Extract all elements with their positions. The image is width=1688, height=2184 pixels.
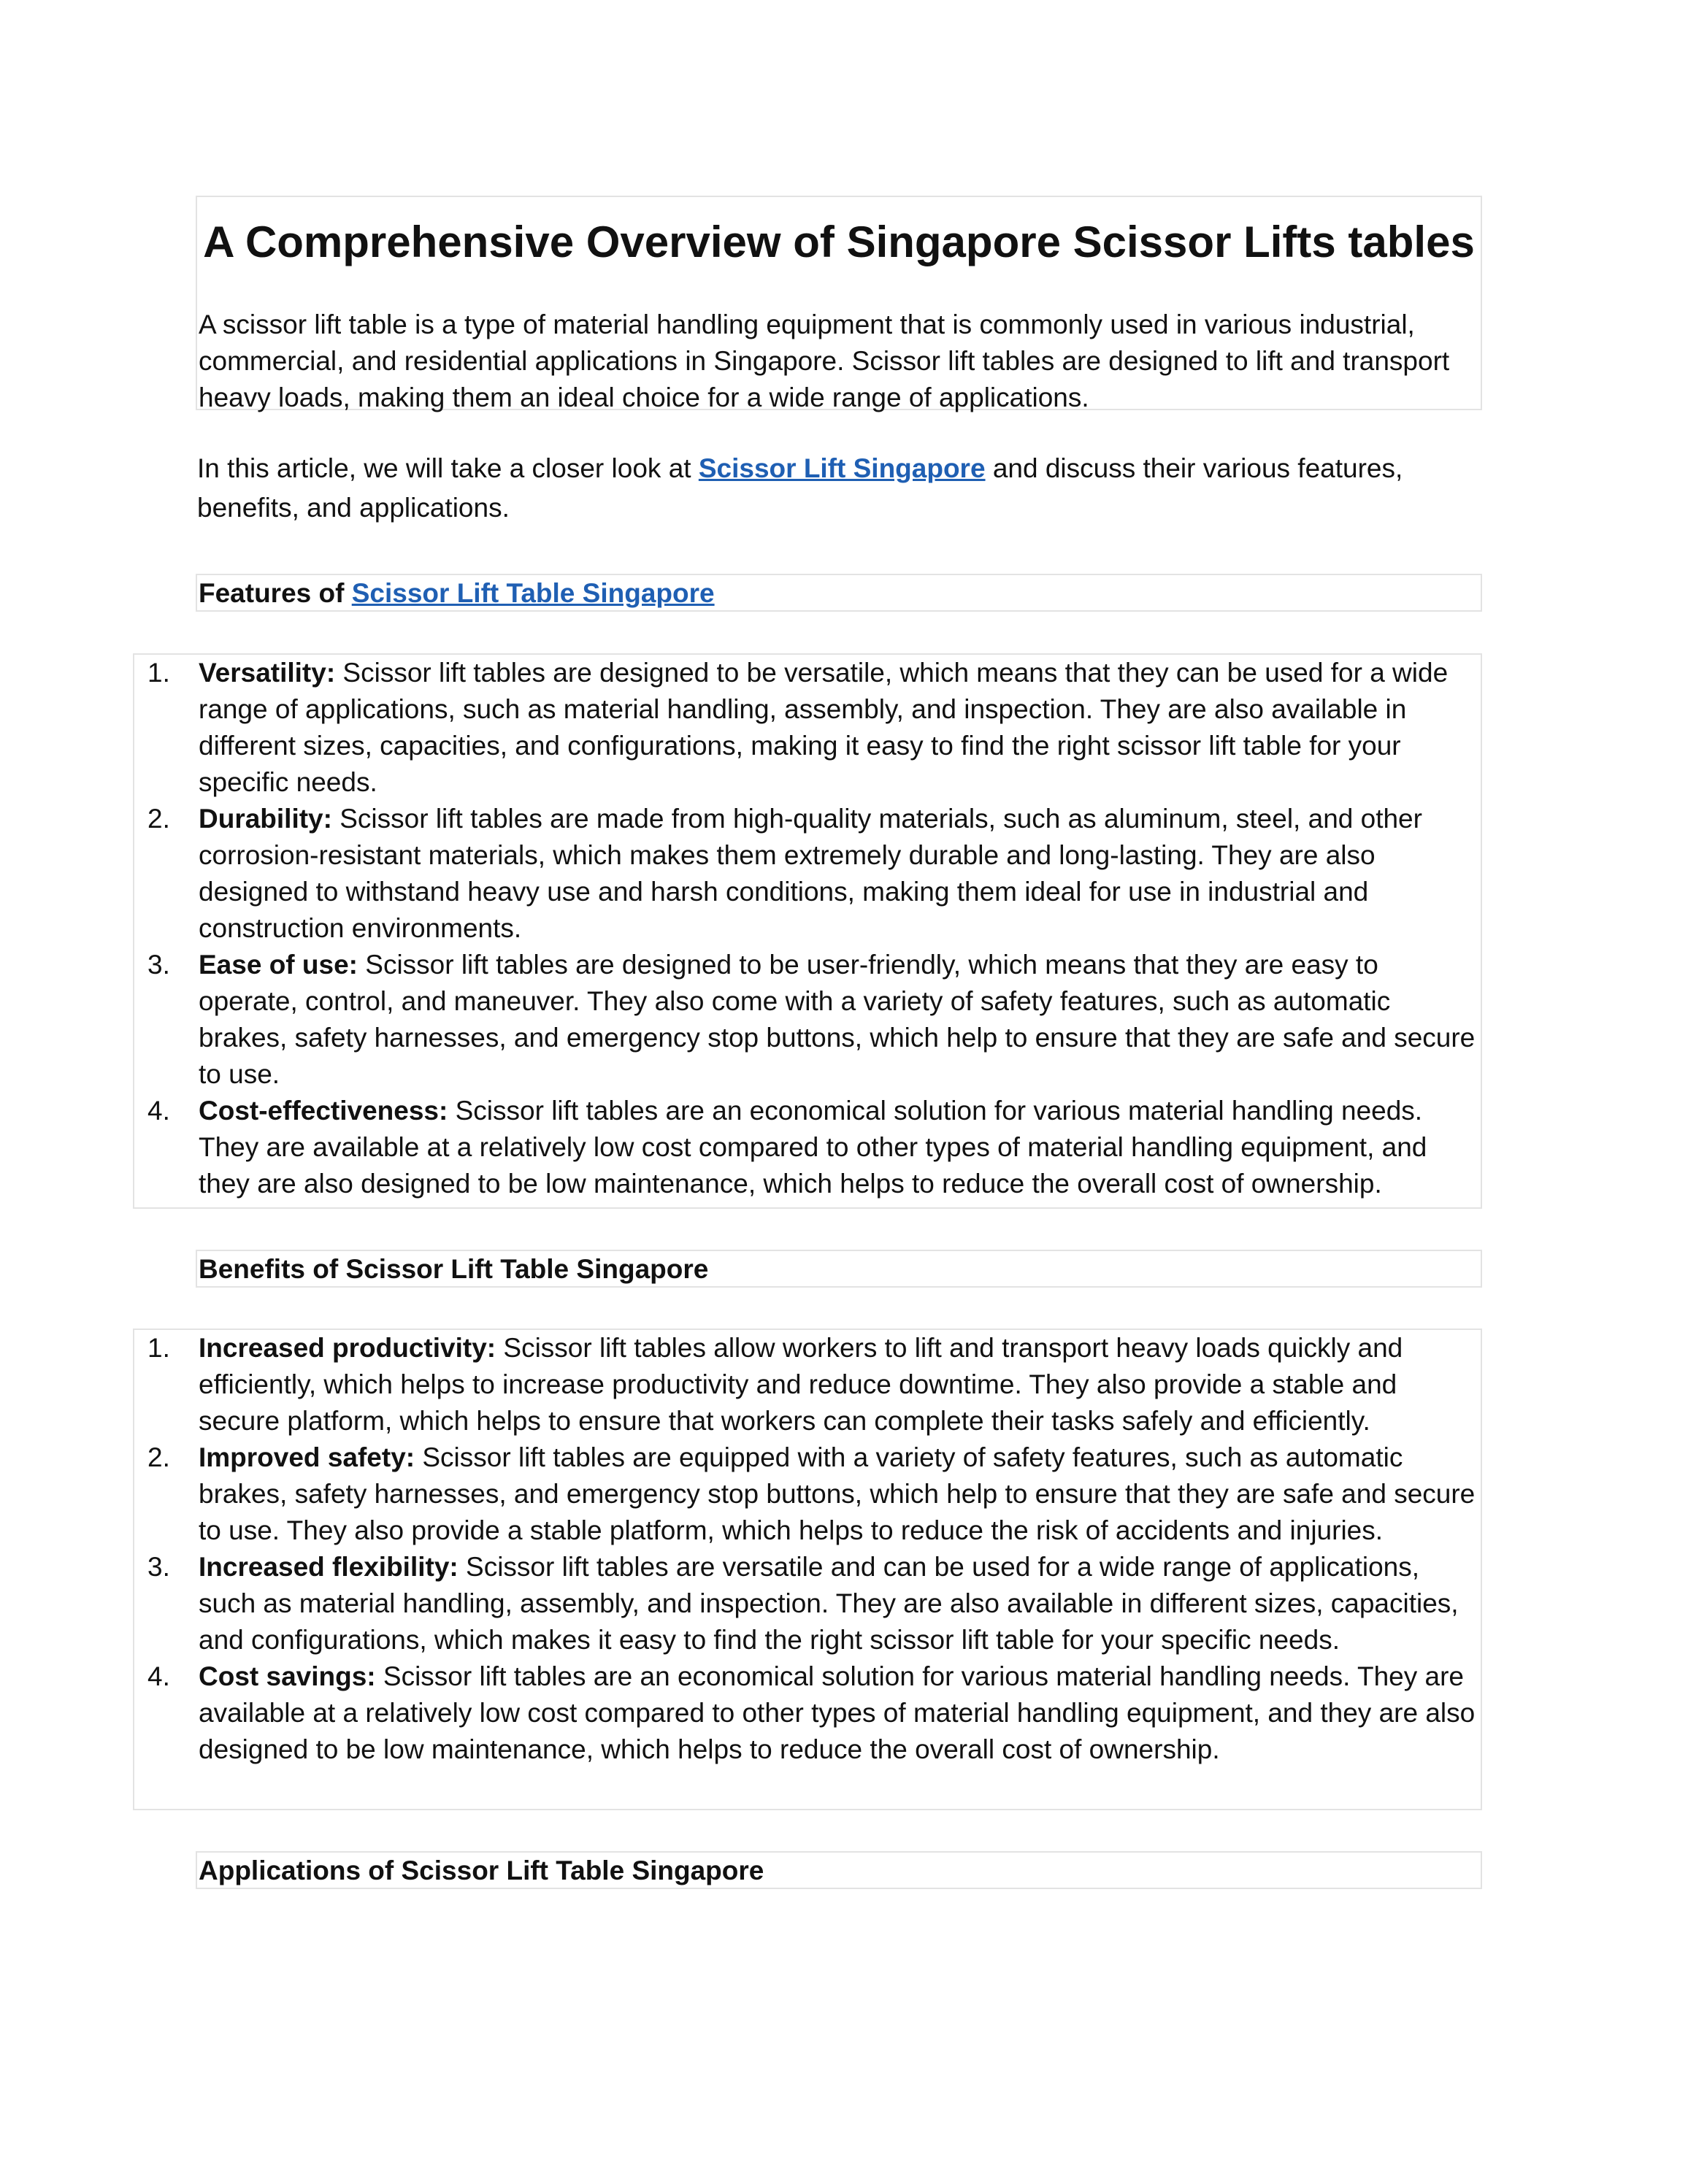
list-item-text: Scissor lift tables are designed to be user-friendly, which means that they are easy to operate, control, and maneuver. They also come with a variety of safety features, such as automatic brakes, safety harnesses, and emergency stop buttons, which help to ensure that they are safe and secure to use. (199, 950, 1476, 1089)
list-item (134, 1658, 1481, 1768)
list-item-label: Increased flexibility: (199, 1552, 459, 1582)
article-paragraph (197, 449, 1484, 528)
scissor-lift-table-singapore-link[interactable]: Scissor Lift Table Singapore (351, 578, 715, 608)
list-item-label: Ease of use: (199, 950, 358, 980)
document-title: A Comprehensive Overview of Singapore Scissor Lifts tables (203, 218, 1475, 266)
features-heading-prefix: Features of (199, 578, 352, 608)
list-item-text: Scissor lift tables are designed to be versatile, which means that they can be used for a wide range of applications, such as material handling, assembly, and inspection. They are also available in different sizes, capacities, and configurations, making it easy to find the right scissor lift table for your specific needs. (199, 658, 1449, 797)
list-item-label: Versatility: (199, 658, 336, 688)
article-text-before: In this article, we will take a closer look at (197, 453, 699, 483)
list-number: 2. (147, 804, 170, 834)
features-list (134, 655, 1481, 1202)
features-heading (196, 574, 1482, 612)
list-item (134, 1439, 1481, 1549)
list-item-label: Cost savings: (199, 1661, 376, 1691)
list-item-label: Durability: (199, 804, 332, 834)
list-item-text: Scissor lift tables allow workers to lift and transport heavy loads quickly and efficiently, which helps to increase productivity and reduce downtime. They also provide a stable and secure platform, which helps to ensure that workers can complete their tasks safely and efficiently. (199, 1333, 1403, 1436)
list-item-text: Scissor lift tables are made from high-quality materials, such as aluminum, steel, and other corrosion-resistant materials, which makes them extremely durable and long-lasting. They are also designed to withstand heavy use and harsh conditions, making them ideal for use in industrial and construction environments. (199, 804, 1422, 943)
list-item (134, 1093, 1481, 1202)
list-item (134, 1330, 1481, 1439)
list-number: 3. (147, 950, 170, 980)
list-number: 2. (147, 1442, 170, 1472)
list-number: 4. (147, 1661, 170, 1691)
list-item-label: Increased productivity: (199, 1333, 496, 1363)
list-item-text: Scissor lift tables are equipped with a variety of safety features, such as automatic brakes, safety harnesses, and emergency stop buttons, which help to ensure that they are safe and secure to use. They also provide a stable platform, which helps to reduce the risk of accidents and injuries. (199, 1442, 1476, 1545)
title-section (196, 196, 1482, 410)
benefits-heading: Benefits of Scissor Lift Table Singapore (196, 1250, 1482, 1288)
list-number: 1. (147, 1333, 170, 1363)
list-item (134, 655, 1481, 801)
applications-heading: Applications of Scissor Lift Table Singapore (196, 1851, 1482, 1889)
list-item (134, 947, 1481, 1093)
intro-paragraph: A scissor lift table is a type of material handling equipment that is commonly used in various industrial, commercial, and residential applications in Singapore. Scissor lift tables are designed to lift and transport heavy loads, making them an ideal choice for a wide range of applications. (199, 309, 1450, 412)
list-item-label: Improved safety: (199, 1442, 415, 1472)
list-item-text: Scissor lift tables are an economical solution for various material handling needs. They are available at a relatively low cost compared to other types of material handling equipment, and they are also designed to be low maintenance, which helps to reduce the overall cost of ownership. (199, 1661, 1476, 1764)
list-item (134, 801, 1481, 947)
list-number: 4. (147, 1096, 170, 1126)
list-item (134, 1549, 1481, 1658)
list-number: 3. (147, 1552, 170, 1582)
list-item-text: Scissor lift tables are versatile and can be used for a wide range of applications, such as material handling, assembly, and inspection. They are also available in different sizes, capacities, and configurations, which makes it easy to find the right scissor lift table for your specific needs. (199, 1552, 1459, 1655)
scissor-lift-singapore-link[interactable]: Scissor Lift Singapore (698, 453, 986, 483)
benefits-list-section (133, 1329, 1482, 1810)
list-item-text: Scissor lift tables are an economical solution for various material handling needs. They are available at a relatively low cost compared to other types of material handling equipment, and they are also designed to be low maintenance, which helps to reduce the overall cost of ownership. (199, 1096, 1427, 1199)
features-list-section (133, 653, 1482, 1209)
list-item-label: Cost-effectiveness: (199, 1096, 448, 1126)
article-text-after: and discuss their various features, benefits, and applications. (197, 453, 1403, 523)
list-number: 1. (147, 658, 170, 688)
benefits-list (134, 1330, 1481, 1768)
